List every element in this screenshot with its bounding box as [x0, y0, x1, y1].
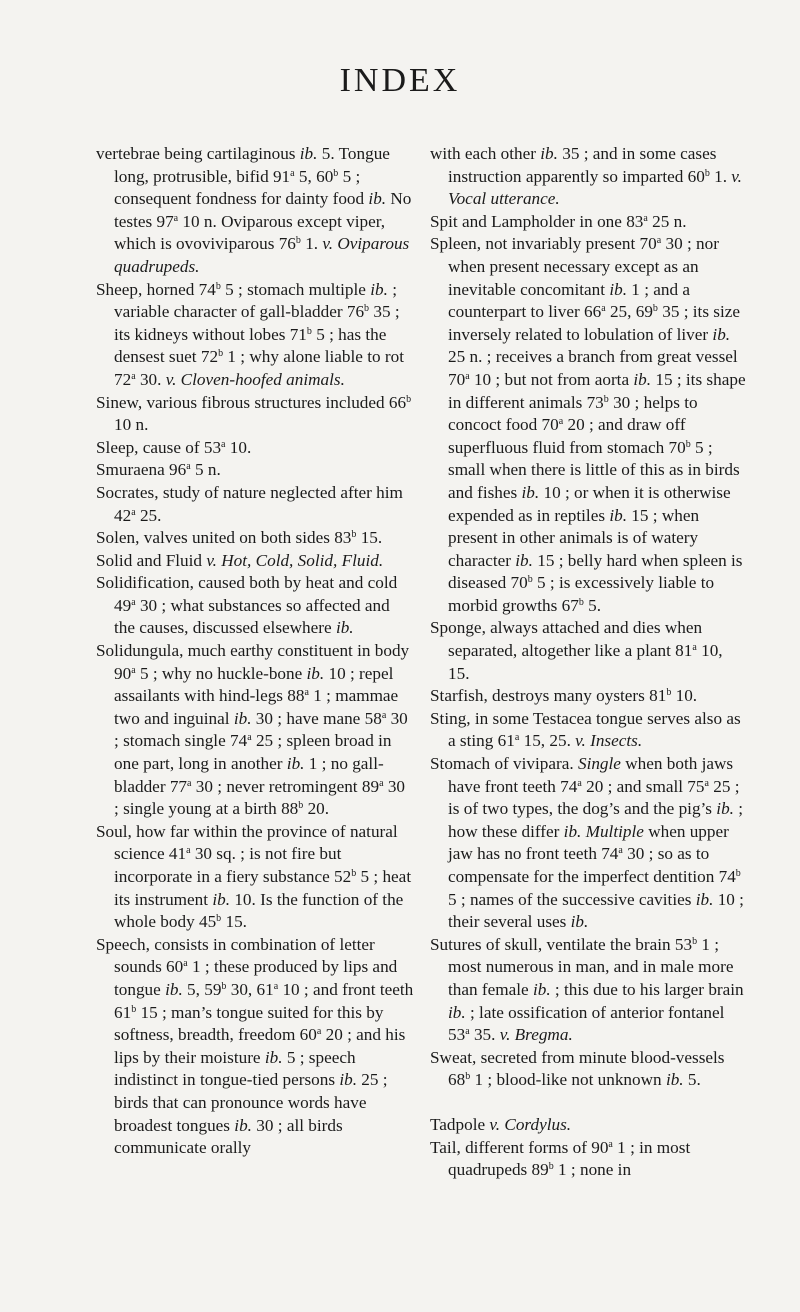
index-entry: Spleen, not invariably present 70$^a$ 30 ; nor when present necessary except as an inevitable concomitant ib. 1 ; and a counterpart to liver 66$^a$ 25, 69$^b$ 35 ; its size inversely related to lobulation of liver ib. 25 n. ; receives a branch from great vessel 70$^a$ 10 ; but not from aorta ib. 15 ; its shape in different animals 73$^b$ 30 ; helps to concoct food 70$^a$ 20 ; and draw off superfluous fluid from stomach 70$^b$ 5 ; small when there is little of this as in birds and fishes ib. 10 ; or when it is otherwise expended as in reptiles ib. 15 ; when present in other animals is of watery character ib. 15 ; belly hard when spleen is diseased 70$^b$ 5 ; is excessively liable to morbid growths 67$^b$ 5.	[430, 234, 746, 615]
index-entry: Solidification, caused both by heat and cold 49$^a$ 30 ; what substances so affected and the causes, discussed elsewhere ib.	[96, 573, 398, 638]
index-entry: Socrates, study of nature neglected after him 42$^a$ 25.	[96, 482, 403, 525]
index-entry: vertebrae being cartilaginous ib. 5. Tongue long, protrusible, bifid 91$^a$ 5, 60$^b$ 5 ; consequent fondness for dainty food ib. No testes 97$^a$ 10 n. Oviparous except viper, which is ovoviviparous 76$^b$ 1. v. Oviparous quadrupeds.	[96, 144, 412, 276]
index-entry: Stomach of vivipara. Single when both jaws have front teeth 74$^a$ 20 ; and small 75$^a$ 25 ; is of two types, the dog’s and the pig’s ib. ; how these differ ib. Multiple when upper jaw has no front teeth 74$^a$ 30 ; so as to compensate for the imperfect dentition 74$^b$ 5 ; names of the successive cavities ib. 10 ; their several uses ib.	[430, 754, 744, 932]
index-entry: Sutures of skull, ventilate the brain 53$^b$ 1 ; most numerous in man, and in male more than female ib. ; this due to his larger brain ib. ; late ossification of anterior fontanel 53$^a$ 35. v. Bregma.	[430, 934, 744, 1045]
index-entry: Solidungula, much earthy constituent in body 90$^a$ 5 ; why no huckle-bone ib. 10 ; repel assailants with hind-legs 88$^a$ 1 ; mammae two and inguinal ib. 30 ; have mane 58$^a$ 30 ; stomach single 74$^a$ 25 ; spleen broad in one part, long in another ib. 1 ; no gall-bladder 77$^a$ 30 ; never retromingent 89$^a$ 30 ; single young at a birth 88$^b$ 20.	[96, 641, 410, 819]
index-entry: Starfish, destroys many oysters 81$^b$ 10.	[430, 686, 698, 706]
index-entry: Speech, consists in combination of letter sounds 60$^a$ 1 ; these produced by lips and tongue ib. 5, 59$^b$ 30, 61$^a$ 10 ; and front teeth 61$^b$ 15 ; man’s tongue suited for this by softness, breadth, freedom 60$^a$ 20 ; and his lips by their moisture ib. 5 ; speech indistinct in tongue-tied persons ib. 25 ; birds that can pronounce words have broadest tongues ib. 30 ; all birds communicate orally	[96, 934, 414, 1158]
index-entry: Spit and Lampholder in one 83$^a$ 25 n.	[430, 211, 687, 231]
index-entry: Soul, how far within the province of natural science 41$^a$ 30 sq. ; is not fire but incorporate in a fiery substance 52$^b$ 5 ; heat its instrument ib. 10. Is the function of the whole body 45$^b$ 15.	[96, 821, 412, 932]
index-entry: Sponge, always attached and dies when separated, altogether like a plant 81$^a$ 10, 15.	[430, 618, 723, 683]
index-entry: Sting, in some Testacea tongue serves also as a sting 61$^a$ 15, 25. v. Insects.	[430, 708, 741, 751]
index-entry: Smuraena 96$^a$ 5 n.	[96, 460, 221, 480]
index-entry: with each other ib. 35 ; and in some cases instruction apparently so imparted 60$^b$ 1. v. Vocal utterance.	[430, 144, 742, 209]
index-left-column	[96, 143, 414, 1160]
index-entry: Tail, different forms of 90$^a$ 1 ; in most quadrupeds 89$^b$ 1 ; none in	[430, 1137, 691, 1180]
index-entry: Sweat, secreted from minute blood-vessels 68$^b$ 1 ; blood-like not unknown ib. 5.	[430, 1047, 725, 1090]
index-entry: Sleep, cause of 53$^a$ 10.	[96, 437, 252, 457]
index-right-column	[430, 143, 748, 1182]
index-entry: Tadpole v. Cordylus.	[430, 1114, 572, 1134]
page-header: INDEX	[339, 62, 461, 99]
index-entry: Sinew, various fibrous structures included 66$^b$ 10 n.	[96, 392, 412, 435]
index-entry: Solid and Fluid v. Hot, Cold, Solid, Fluid.	[96, 550, 384, 570]
index-entry: Solen, valves united on both sides 83$^b$ 15.	[96, 528, 383, 548]
index-entry: Sheep, horned 74$^b$ 5 ; stomach multiple ib. ; variable character of gall-bladder 76$^b$ 35 ; its kidneys without lobes 71$^b$ 5 ; has the densest suet 72$^b$ 1 ; why alone liable to rot 72$^a$ 30. v. Cloven-hoofed animals.	[96, 279, 404, 389]
